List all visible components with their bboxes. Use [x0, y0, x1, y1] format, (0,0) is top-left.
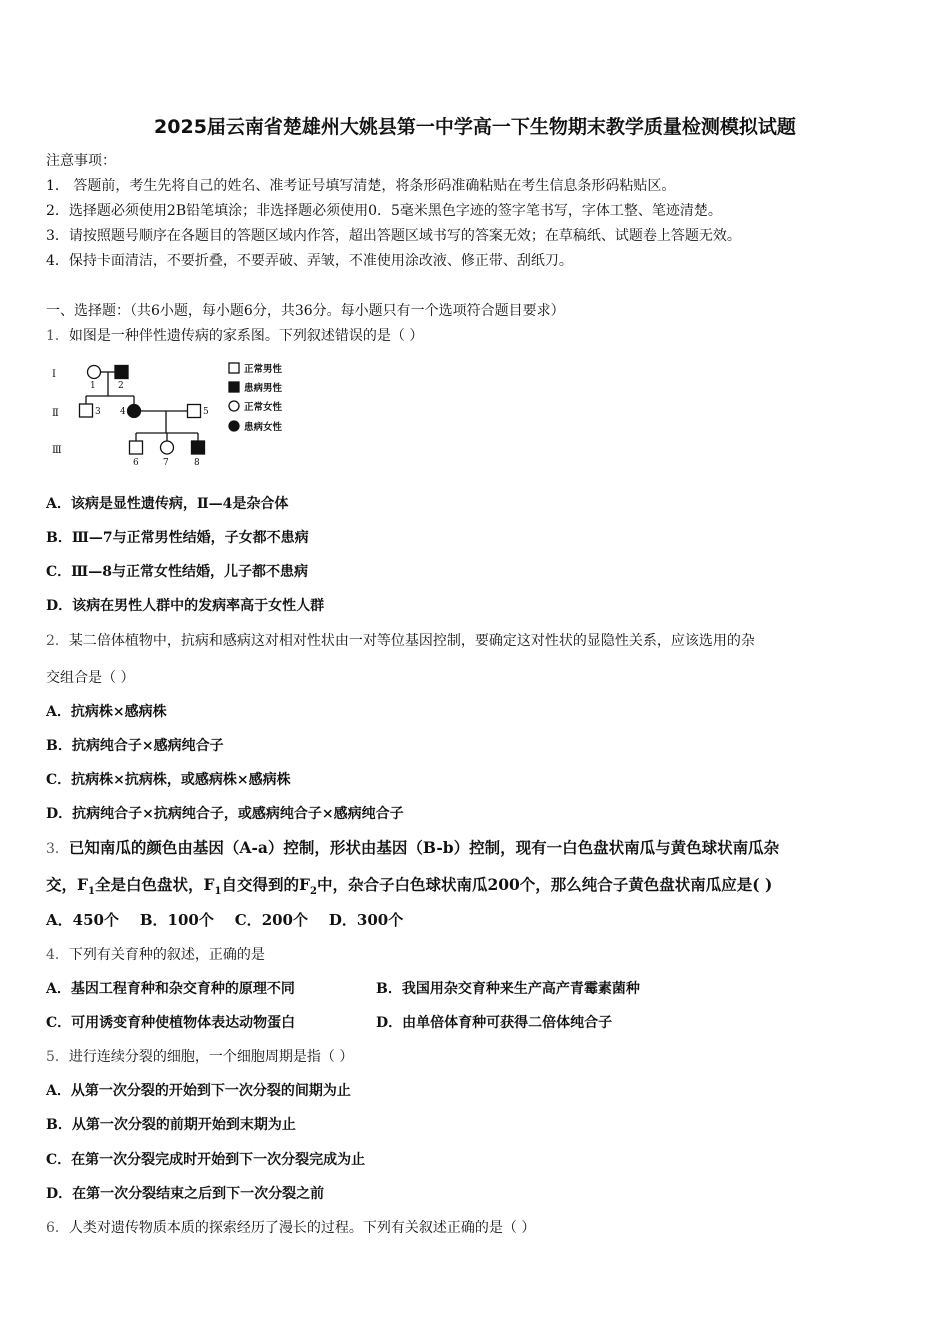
individual-number: 5: [203, 407, 209, 417]
option-label: D．: [46, 1186, 73, 1202]
option-text: 200个: [261, 911, 308, 929]
option-text: 该病是显性遗传病，Ⅱ—4是杂合体: [70, 496, 289, 512]
option-label: B．: [46, 530, 72, 546]
option-text: 450个: [72, 911, 119, 929]
question-6: [46, 1218, 535, 1238]
individual-2-affected-male: [115, 366, 128, 379]
question-number: 2．: [46, 633, 69, 649]
question-3: [46, 838, 779, 859]
option-item: [46, 1013, 295, 1033]
individual-3-normal-male: [80, 404, 93, 417]
individual-number: 7: [163, 458, 169, 468]
option-label: C．: [46, 1015, 72, 1031]
option-label: C．: [46, 1152, 72, 1168]
option-text: 抗病株×感病株: [70, 704, 167, 720]
question-4: [46, 945, 265, 965]
option-item: [46, 736, 224, 756]
question-stem-continued: 交组合是（ ）: [46, 670, 135, 686]
pedigree-diagram: [46, 356, 306, 472]
individual-5-normal-male: [188, 405, 201, 418]
question-number: 4．: [46, 947, 69, 963]
option-item: [376, 979, 640, 999]
option-text: 该病在男性人群中的发病率高于女性人群: [72, 598, 325, 614]
option-row: [46, 910, 403, 930]
option-text: 从第一次分裂的前期开始到末期为止: [71, 1117, 296, 1133]
legend-normal-male-icon: [229, 363, 239, 373]
individual-8-affected-male: [192, 441, 205, 454]
option-text: 100个: [167, 911, 214, 929]
individual-7-normal-female: [161, 441, 174, 454]
legend-affected-male-icon: [229, 382, 239, 392]
option-label: D．: [46, 806, 73, 822]
option-item: [46, 770, 291, 790]
question-number: 5．: [46, 1049, 69, 1065]
question-stem: 某二倍体植物中，抗病和感病这对相对性状由一对等位基因控制，要确定这对性状的显隐性关系，应该选用的杂: [68, 633, 755, 649]
option-label: B．: [139, 911, 168, 929]
question-1: [46, 326, 423, 346]
option-text: 由单倍体育种可获得二倍体纯合子: [402, 1015, 613, 1031]
notice-item: 2．选择题必须使用2B铅笔填涂；非选择题必须使用0．5毫米黑色字迹的签字笔书写，字体工整、笔迹清楚。: [46, 203, 722, 219]
subscript: 1: [88, 886, 95, 898]
page-title: 2025届云南省楚雄州大姚县第一中学高一下生物期末教学质量检测模拟试题: [154, 116, 796, 138]
option-item: [46, 562, 308, 582]
generation-label: Ⅲ: [52, 445, 62, 456]
question-stem: 已知南瓜的颜色由基因（A-a）控制，形状由基因（B-b）控制，现有一白色盘状南瓜与黄色球状南瓜杂: [68, 838, 780, 857]
notice-heading: 注意事项：: [46, 153, 116, 169]
option-item: [46, 804, 404, 824]
individual-4-affected-female: [128, 405, 141, 418]
option-item: [46, 1150, 365, 1170]
option-text: 可用诱变育种使植物体表达动物蛋白: [71, 1015, 296, 1031]
option-item: [46, 1115, 296, 1135]
option-text: Ⅲ—7与正常男性结婚，子女都不患病: [71, 530, 309, 546]
individual-1-normal-female: [88, 366, 101, 379]
individual-6-normal-male: [130, 441, 143, 454]
subscript: 2: [309, 886, 317, 898]
individual-number: 1: [90, 381, 96, 391]
question-stem: 人类对遗传物质本质的探索经历了漫长的过程。下列有关叙述正确的是（ ）: [68, 1220, 536, 1236]
individual-number: 2: [118, 381, 124, 391]
generation-label: Ⅰ: [52, 369, 56, 380]
notice-item: 4．保持卡面清洁，不要折叠，不要弄破、弄皱，不准使用涂改液、修正带、刮纸刀。: [46, 253, 573, 269]
section-heading: 一、选择题：（共6小题，每小题6分，共36分。每小题只有一个选项符合题目要求）: [46, 303, 565, 319]
legend-label: 患病女性: [244, 422, 283, 433]
option-text: 300个: [356, 911, 404, 929]
option-text: 从第一次分裂的开始到下一次分裂的间期为止: [70, 1083, 351, 1099]
legend-label: 患病男性: [244, 383, 283, 394]
legend-normal-female-icon: [229, 401, 239, 411]
option-text: 抗病纯合子×感病纯合子: [71, 738, 224, 754]
option-label: D．: [376, 1015, 403, 1031]
option-text: 我国用杂交育种来生产高产青霉素菌种: [401, 981, 640, 997]
option-item: [46, 596, 324, 616]
option-text: 抗病株×抗病株，或感病株×感病株: [71, 772, 291, 788]
option-item: [376, 1013, 612, 1033]
notice-item: 3．请按照题号顺序在各题目的答题区域内作答，超出答题区域书写的答案无效；在草稿纸、试题卷上答题无效。: [46, 228, 741, 244]
stem-fragment: 自交得到的F: [221, 875, 310, 894]
option-item: [46, 1081, 351, 1101]
option-label: D．: [46, 598, 73, 614]
question-5: [46, 1047, 353, 1067]
individual-number: 4: [120, 407, 126, 417]
question-stem-continued: [46, 875, 772, 902]
question-stem: 进行连续分裂的细胞，一个细胞周期是指（ ）: [68, 1049, 354, 1065]
question-stem: 下列有关育种的叙述，正确的是: [68, 947, 265, 963]
option-label: D．: [328, 911, 357, 929]
option-label: A．: [46, 981, 71, 997]
option-item: [46, 1184, 324, 1204]
option-item: [46, 528, 309, 548]
option-label: A．: [46, 911, 73, 929]
stem-fragment: 交，F: [46, 875, 89, 894]
individual-number: 3: [95, 407, 101, 417]
option-text: 在第一次分裂结束之后到下一次分裂之前: [72, 1186, 325, 1202]
individual-number: 6: [133, 458, 139, 468]
question-number: 6．: [46, 1220, 69, 1236]
option-text: 在第一次分裂完成时开始到下一次分裂完成为止: [71, 1152, 366, 1168]
option-label: C．: [46, 772, 72, 788]
option-label: C．: [234, 911, 262, 929]
option-label: A．: [46, 496, 71, 512]
option-label: B．: [46, 738, 72, 754]
option-text: 基因工程育种和杂交育种的原理不同: [70, 981, 295, 997]
option-text: Ⅲ—8与正常女性结婚，儿子都不患病: [71, 564, 308, 580]
legend-affected-female-icon: [229, 421, 239, 431]
option-label: C．: [46, 564, 72, 580]
generation-label: Ⅱ: [52, 408, 59, 419]
legend-label: 正常女性: [244, 402, 283, 413]
question-number: 1．: [46, 328, 69, 344]
option-item: [46, 702, 167, 722]
notice-item: 1． 答题前，考生先将自己的姓名、准考证号填写清楚，将条形码准确粘贴在考生信息条形码粘贴区。: [46, 178, 676, 194]
question-2: [46, 631, 755, 651]
option-label: B．: [46, 1117, 72, 1133]
stem-fragment: 全是白色盘状，F: [94, 875, 215, 894]
option-item: [46, 979, 295, 999]
option-label: B．: [376, 981, 402, 997]
question-stem: 如图是一种伴性遗传病的家系图。下列叙述错误的是（ ）: [68, 328, 424, 344]
option-text: 抗病纯合子×抗病纯合子，或感病纯合子×感病纯合子: [72, 806, 404, 822]
individual-number: 8: [194, 458, 200, 468]
legend-label: 正常男性: [244, 364, 283, 375]
option-label: A．: [46, 704, 71, 720]
option-item: [46, 494, 288, 514]
stem-fragment: 中，杂合子白色球状南瓜200个，那么纯合子黄色盘状南瓜应是( ): [316, 875, 773, 894]
option-label: A．: [46, 1083, 71, 1099]
question-number: 3．: [46, 841, 69, 857]
subscript: 1: [214, 886, 222, 898]
